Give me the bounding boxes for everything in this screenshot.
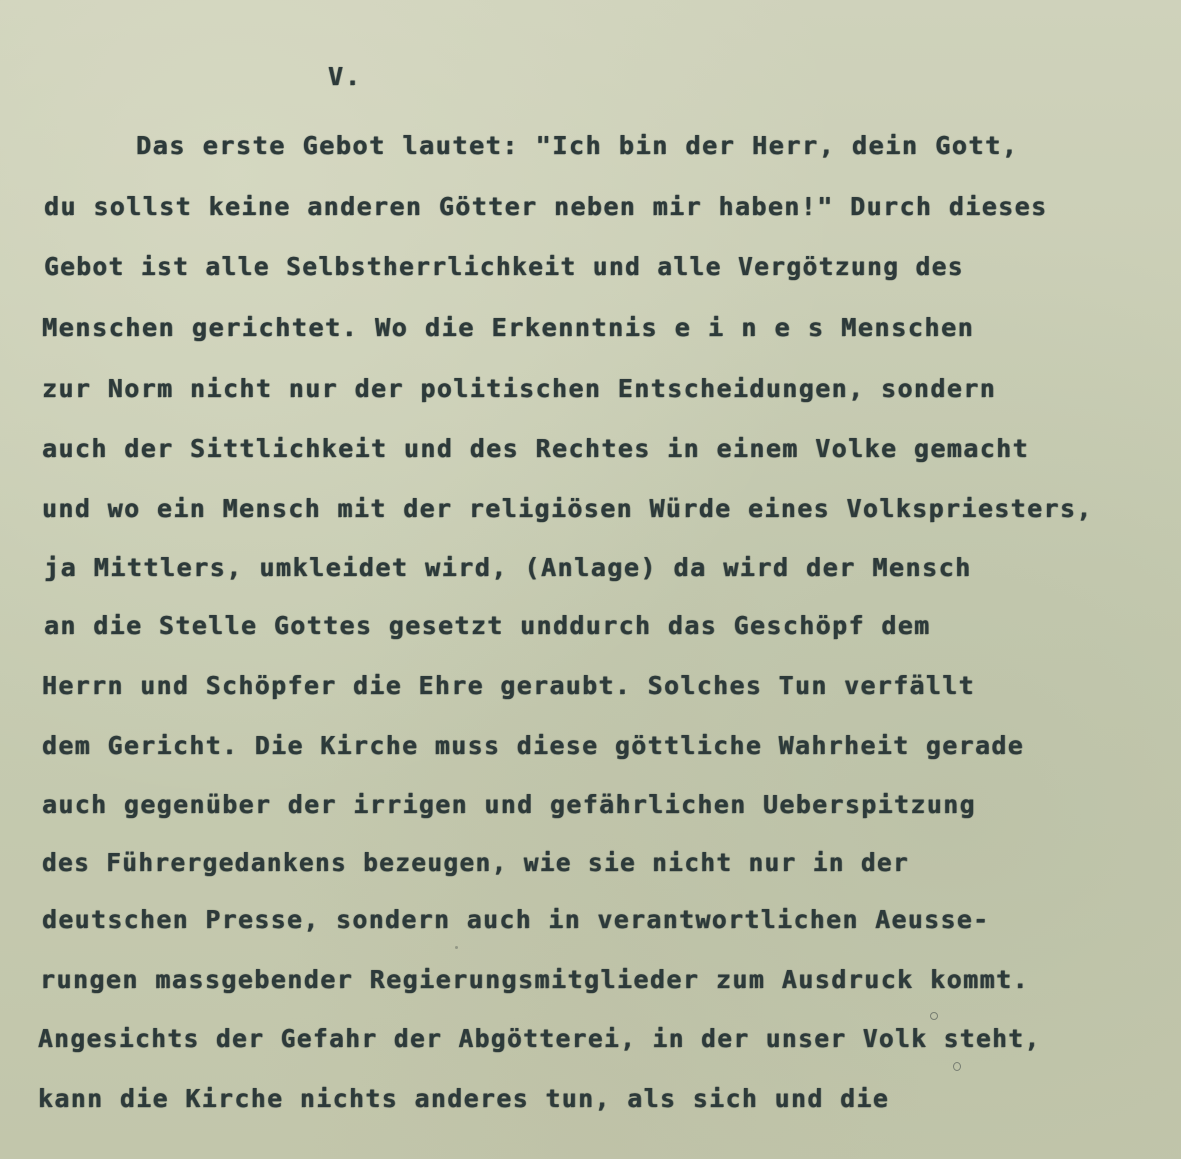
text-line: deutschen Presse, sondern auch in verantwortlichen Aeusse-: [42, 905, 990, 934]
text-line: Angesichts der Gefahr der Abgötterei, in der unser Volk steht,: [38, 1024, 1041, 1053]
text-line: rungen massgebender Regierungsmitglieder zum Ausdruck kommt.: [40, 965, 1030, 994]
text-line: Menschen gerichtet. Wo die Erkenntnis e i n e s Menschen: [42, 313, 975, 342]
text-line: Gebot ist alle Selbstherrlichkeit und alle Vergötzung des: [44, 252, 964, 281]
ink-speck: [455, 946, 458, 949]
text-line: auch der Sittlichkeit und des Rechtes in einem Volke gemacht: [42, 434, 1030, 463]
text-line: Das erste Gebot lautet: "Ich bin der Herr, dein Gott,: [136, 131, 1019, 160]
text-line: des Führergedankens bezeugen, wie sie nicht nur in der: [42, 848, 910, 877]
ink-speck: [953, 1062, 961, 1071]
text-line: zur Norm nicht nur der politischen Entscheidungen, sondern: [42, 374, 997, 403]
ink-speck: [930, 1012, 938, 1020]
text-line: auch gegenüber der irrigen und gefährlichen Ueberspitzung: [42, 790, 976, 819]
text-line: ja Mittlers, umkleidet wird, (Anlage) da wird der Mensch: [44, 553, 972, 582]
text-line: dem Gericht. Die Kirche muss diese göttliche Wahrheit gerade: [42, 731, 1025, 760]
text-line: Herrn und Schöpfer die Ehre geraubt. Solches Tun verfällt: [42, 671, 976, 700]
text-line: du sollst keine anderen Götter neben mir haben!" Durch dieses: [44, 192, 1048, 221]
text-line: und wo ein Mensch mit der religiösen Würde eines Volkspriesters,: [42, 494, 1093, 523]
text-line: an die Stelle Gottes gesetzt unddurch das Geschöpf dem: [44, 611, 931, 640]
section-heading: V.: [328, 62, 363, 91]
text-line: kann die Kirche nichts anderes tun, als sich und die: [38, 1084, 890, 1113]
